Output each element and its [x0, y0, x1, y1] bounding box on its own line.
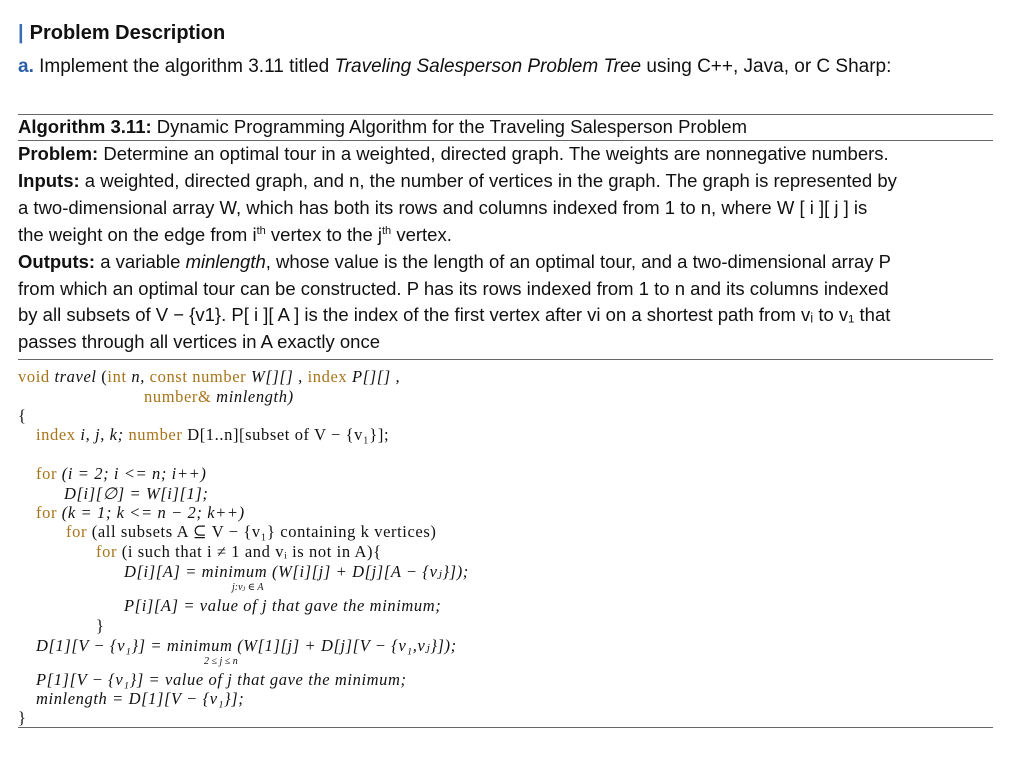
- code-text: (k = 1; k <= n − 2; k++): [61, 503, 245, 522]
- code-line-11: P[i][A] = value of j that gave the minimum;: [124, 596, 442, 615]
- inputs-line-1: [18, 170, 897, 192]
- task-marker: a.: [18, 56, 34, 77]
- code-function-name: travel: [54, 367, 97, 386]
- code-keyword: index: [36, 425, 76, 444]
- inputs-sup-2: th: [382, 224, 392, 237]
- code-text: minlength): [216, 387, 294, 406]
- code-keyword: for: [96, 542, 118, 561]
- code-line-12: }: [96, 616, 105, 635]
- algorithm-title: [18, 116, 747, 138]
- code-top-rule: [18, 359, 993, 360]
- inputs-label: Inputs:: [18, 170, 80, 191]
- code-keyword: index: [307, 367, 348, 386]
- code-line-16: }: [18, 708, 27, 727]
- inputs-text-1: a weighted, directed graph, and n, the number of vertices in the graph. The graph is represented by: [79, 170, 897, 191]
- algorithm-label: Algorithm 3.11:: [18, 116, 152, 137]
- code-line-13: D[1][V − {v₁}] = minimum (W[1][j] + D[j][V − {v₁,vⱼ}]);: [36, 636, 457, 655]
- code-line-2: [144, 387, 294, 407]
- code-line-10-subscript: j:vⱼ ∈ A: [232, 582, 264, 593]
- code-text: n,: [131, 367, 145, 386]
- inputs-text-3b: vertex to the j: [265, 224, 382, 245]
- code-keyword: for: [36, 464, 58, 483]
- outputs-text-1a: a variable: [95, 251, 186, 272]
- inputs-text-3a: the weight on the edge from i: [18, 224, 257, 245]
- task-italic-title: Traveling Salesperson Problem Tree: [334, 56, 642, 77]
- code-line-10: D[i][A] = minimum (W[i][j] + D[j][A − {vⱼ}]);: [124, 562, 469, 581]
- outputs-text-1b: , whose value is the length of an optimal tour, and a two-dimensional array P: [265, 251, 892, 272]
- inputs-text-3c: vertex.: [391, 224, 452, 245]
- outputs-label: Outputs:: [18, 251, 96, 272]
- outputs-italic: minlength: [185, 251, 266, 272]
- code-text: i, j, k;: [80, 425, 124, 444]
- outputs-line-4: passes through all vertices in A exactly once: [18, 331, 380, 352]
- code-text: D[1..n][subset of V − {v₁}];: [187, 425, 390, 444]
- section-heading: [18, 22, 225, 45]
- code-text: (i such that i ≠ 1 and vᵢ is not in A){: [121, 542, 382, 561]
- code-keyword: int: [107, 367, 127, 386]
- inputs-sup-1: th: [256, 224, 266, 237]
- code-text: (i = 2; i <= n; i++): [61, 464, 207, 483]
- code-line-6: D[i][∅] = W[i][1];: [64, 484, 209, 503]
- problem-text: Determine an optimal tour in a weighted, directed graph. The weights are nonnegative numbers.: [98, 143, 889, 164]
- code-line-5: [36, 464, 206, 484]
- code-line-4: [36, 425, 389, 445]
- code-keyword: const number: [149, 367, 247, 386]
- problem-label: Problem:: [18, 143, 99, 164]
- top-rule: [18, 114, 993, 115]
- heading-title: Problem Description: [29, 22, 226, 44]
- code-bottom-rule: [18, 727, 993, 728]
- title-rule: [18, 140, 993, 141]
- heading-bar: |: [18, 22, 24, 44]
- inputs-line-3: [18, 224, 452, 246]
- code-line-14: P[1][V − {v₁}] = value of j that gave the minimum;: [36, 670, 407, 689]
- outputs-line-3: by all subsets of V − {v1}. P[ i ][ A ] is the index of the first vertex after vi on a shortest path from vᵢ to v₁ that: [18, 304, 891, 325]
- code-keyword: void: [18, 367, 50, 386]
- code-line-3: {: [18, 406, 27, 425]
- problem-line: [18, 143, 889, 165]
- inputs-line-2: a two-dimensional array W, which has both its rows and columns indexed from 1 to n, where W [ i ][ j ] is: [18, 197, 868, 218]
- code-text: (all subsets A ⊆ V − {v₁} containing k vertices): [91, 522, 437, 541]
- code-line-13-subscript: 2 ≤ j ≤ n: [204, 656, 238, 667]
- code-line-1: [18, 367, 400, 387]
- code-text: (: [101, 367, 108, 386]
- code-keyword: number: [128, 425, 183, 444]
- code-line-7: [36, 503, 245, 523]
- task-text-after: using C++, Java, or C Sharp:: [641, 56, 892, 77]
- code-line-8: [66, 522, 436, 542]
- task-statement: [18, 56, 891, 78]
- algorithm-title-text: Dynamic Programming Algorithm for the Traveling Salesperson Problem: [151, 116, 747, 137]
- code-keyword: number&: [144, 387, 212, 406]
- code-line-9: [96, 542, 382, 562]
- code-text: P[][] ,: [352, 367, 401, 386]
- code-keyword: for: [66, 522, 88, 541]
- outputs-line-1: [18, 251, 891, 273]
- task-text-before: Implement the algorithm 3.11 titled: [33, 56, 335, 77]
- code-keyword: for: [36, 503, 58, 522]
- outputs-line-2: from which an optimal tour can be constructed. P has its rows indexed from 1 to n and its columns indexed: [18, 278, 889, 299]
- code-text: W[][] ,: [250, 367, 303, 386]
- code-line-15: minlength = D[1][V − {v₁}];: [36, 689, 245, 708]
